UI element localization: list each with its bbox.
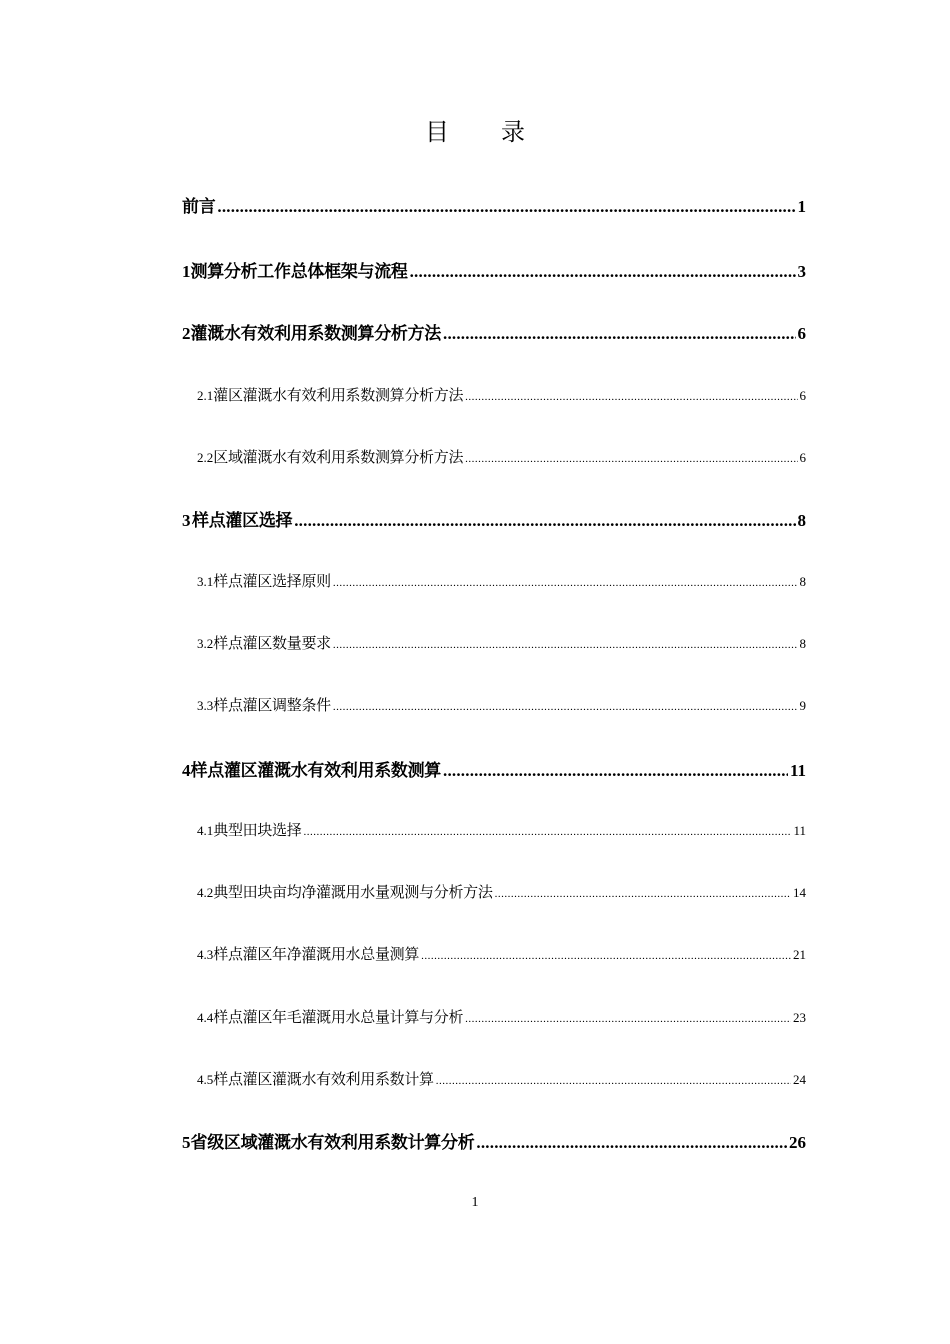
toc-entry-label: 灌区灌溉水有效利用系数测算分析方法 [213, 386, 464, 404]
toc-leader-dots [495, 888, 791, 900]
toc-entry-3[interactable] [182, 506, 806, 530]
toc-entry-label: 测算分析工作总体框架与流程 [190, 262, 408, 282]
toc-entry-label: 省级区域灌溉水有效利用系数计算分析 [190, 1133, 475, 1153]
toc-entry-page: 21 [793, 947, 806, 962]
toc-entry-page: 9 [799, 698, 806, 713]
toc-entry-2-1[interactable] [197, 384, 806, 408]
toc-entry-label: 灌溉水有效利用系数测算分析方法 [190, 324, 441, 344]
toc-entry-2-2[interactable] [197, 446, 806, 470]
toc-entry-page: 3 [797, 262, 806, 281]
toc-entry-number: 4 [182, 761, 191, 780]
toc-entry-number: 4.2 [197, 885, 214, 900]
toc-leader-dots [217, 197, 795, 217]
toc-entry-5[interactable] [182, 1128, 806, 1152]
toc-entry-page: 8 [797, 511, 806, 530]
toc-entry-page: 1 [797, 197, 806, 216]
toc-entry-number: 4.3 [197, 947, 214, 962]
toc-entry-number: 3 [182, 511, 191, 530]
toc-entry-page: 14 [793, 885, 806, 900]
toc-entry-label: 典型田块亩均净灌溉用水量观测与分析方法 [213, 883, 493, 901]
toc-entry-label: 样点灌区灌溉水有效利用系数计算 [213, 1070, 434, 1088]
toc-entry-number: 2 [182, 324, 191, 343]
toc-entry-page: 6 [797, 324, 806, 343]
toc-entry-page: 23 [793, 1010, 806, 1025]
toc-entry-page: 24 [793, 1072, 806, 1087]
toc-entry-label: 样点灌区选择原则 [213, 572, 331, 590]
toc-entry-label: 样点灌区灌溉水有效利用系数测算 [190, 761, 441, 781]
toc-entry-number: 5 [182, 1133, 191, 1152]
toc-leader-dots [443, 324, 796, 344]
toc-entry-number: 4.5 [197, 1072, 214, 1087]
toc-leader-dots [421, 950, 791, 962]
toc-leader-dots [333, 701, 798, 713]
toc-entry-number: 2.2 [197, 450, 214, 465]
toc-entry-3-2[interactable] [197, 632, 806, 656]
title-char: 目 [425, 118, 449, 146]
toc-entry-label: 样点灌区年毛灌溉用水总量计算与分析 [213, 1008, 464, 1026]
toc-leader-dots [443, 761, 788, 781]
toc-entry-3-3[interactable] [197, 694, 806, 718]
toc-entry-4-3[interactable] [197, 943, 806, 967]
toc-entry-number: 2.1 [197, 388, 214, 403]
toc-entry-page: 6 [799, 450, 806, 465]
toc-leader-dots [294, 511, 795, 531]
toc-entry-label: 样点灌区年净灌溉用水总量测算 [213, 945, 420, 963]
toc-entry-page: 26 [789, 1133, 806, 1152]
toc-entry-label: 样点灌区选择 [192, 511, 293, 531]
toc-entry-number: 3.2 [197, 636, 214, 651]
toc-entry-page: 8 [799, 574, 806, 589]
toc-entry-label: 区域灌溉水有效利用系数测算分析方法 [213, 448, 464, 466]
title-char: 录 [501, 118, 525, 146]
toc-entry-label: 样点灌区调整条件 [213, 696, 331, 714]
toc-leader-dots [333, 639, 798, 651]
toc-leader-dots [465, 453, 797, 465]
toc-leader-dots [333, 577, 798, 589]
toc-entry-number: 4.4 [197, 1010, 214, 1025]
toc-entry-2[interactable] [182, 319, 806, 343]
page-title [0, 112, 950, 152]
toc-entry-number: 3.3 [197, 698, 214, 713]
toc-leader-dots [476, 1133, 787, 1153]
toc-leader-dots [303, 826, 791, 838]
toc-entry-1[interactable] [182, 257, 806, 281]
toc-entry-number: 4.1 [197, 823, 214, 838]
toc-entry-label: 前言 [182, 197, 216, 217]
toc-entry-4[interactable] [182, 756, 806, 780]
toc-entry-4-5[interactable] [197, 1068, 806, 1092]
toc-entry-4-4[interactable] [197, 1006, 806, 1030]
toc-entry-3-1[interactable] [197, 570, 806, 594]
toc-leader-dots [410, 262, 796, 282]
toc-leader-dots [465, 1013, 791, 1025]
toc-leader-dots [465, 391, 797, 403]
toc-entry-page: 11 [789, 761, 806, 780]
toc-entry-number: 1 [182, 262, 191, 281]
toc-entry-label: 样点灌区数量要求 [213, 634, 331, 652]
toc-entry-4-2[interactable] [197, 881, 806, 905]
page-number: 1 [471, 1195, 479, 1210]
toc-entry-number: 3.1 [197, 574, 214, 589]
toc-entry-page: 11 [793, 823, 806, 838]
toc-entry-page: 6 [799, 388, 806, 403]
toc-entry-4-1[interactable] [197, 819, 806, 843]
toc-leader-dots [436, 1075, 791, 1087]
toc-entry-page: 8 [799, 636, 806, 651]
toc-entry-label: 典型田块选择 [213, 821, 302, 839]
toc-entry-preface[interactable] [182, 192, 806, 216]
